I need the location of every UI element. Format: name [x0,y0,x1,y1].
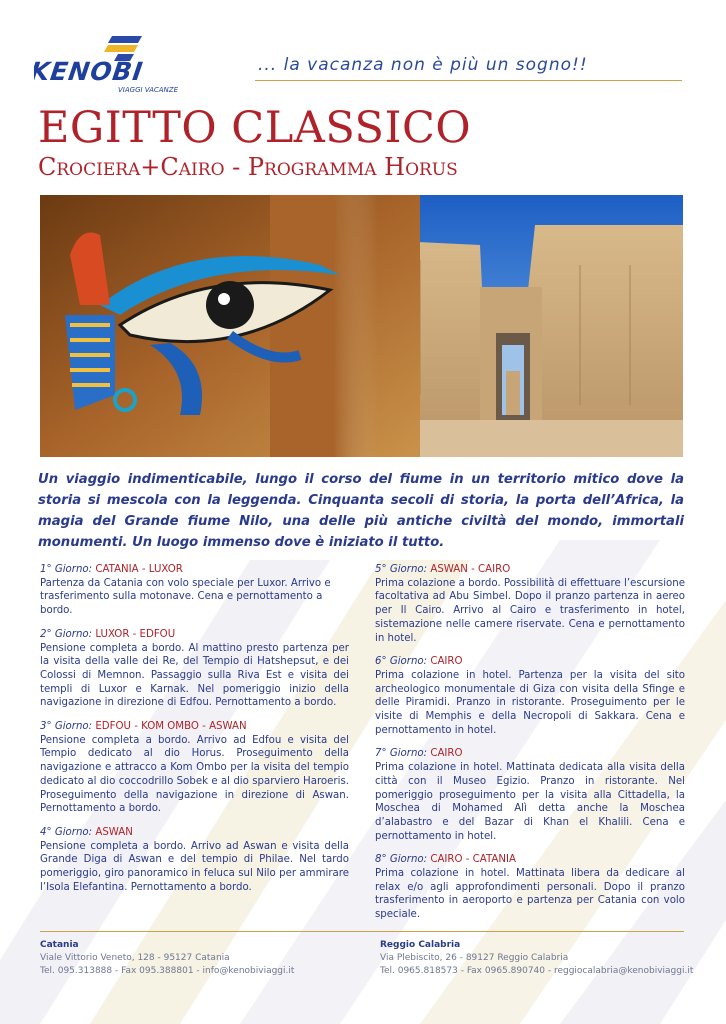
office-city: Catania [40,940,79,950]
day-title: CATANIA - LUXOR [95,564,183,575]
day-title: CAIRO [430,656,463,668]
day-number: 5° Giorno: [375,564,428,575]
day-number: 1° Giorno: [40,564,93,575]
day-description: Prima colazione in hotel. Mattinata libera da dedicare al relax e/o agli approfondimenti personali. Dopo il pranzo trasferimento in aeroporto e partenza per Catania con volo speciale. [375,868,685,921]
itinerary-day [375,853,685,922]
day-heading [375,655,685,669]
day-title: CAIRO [430,748,463,760]
office-reggio-calabria [380,939,693,978]
day-description: Prima colazione in hotel. Partenza per la visita del sito archeologico monumentale di Giza con visita della Sfinge e delle Piramidi. Pranzo in ristorante. Proseguimento per le visite di Memphis e della Necropoli di Sakkara. Cena e pernottamento in hotel. [375,669,685,736]
office-contact: Tel. 0965.818573 - Fax 0965.890740 - reggiocalabria@kenobiviaggi.it [380,966,694,976]
kenobi-logo [34,30,194,96]
day-description: Prima colazione a bordo. Possibilità di effettuare l’escursione facoltativa ad Abu Simbel. Dopo il pranzo partenza in aereo per Il Cairo. Arrivo al Cairo e trasferimento in hotel, sistemazione nelle camere riservate. Cena e pernottamento in hotel. [375,577,685,644]
logo-subtitle: VIAGGI VACANZE [118,86,179,94]
itinerary-day [375,655,685,737]
day-number: 8° Giorno: [375,854,428,866]
day-number: 6° Giorno: [375,656,428,668]
day-title: ASWAN - CAIRO [430,564,511,575]
day-number: 4° Giorno: [40,826,93,838]
day-description: Pensione completa a bordo. Al mattino presto partenza per la visita della valle dei Re, del Tempio di Hatshepsut, e dei Colossi di Memnon. Passaggio sulla Riva Est e visita dei templi di Luxor e Karnak. Nel pomeriggio inizio della navigazione in direzione di Edfou. Pernottamento a bordo. [40,642,349,709]
day-heading [375,563,685,577]
day-title: ASWAN [95,826,133,838]
day-description: Prima colazione in hotel. Mattinata dedicata alla visita della città con il Museo Egizio. Pranzo in ristorante. Nel pomeriggio proseguimento per la visita alla Cittadella, la Moschea di Mohamed Alì detta anche la Moschea d’alabastro e del Bazar di Khan el Khalili. Cena e pernottamento in hotel. [375,762,685,842]
hero-image [40,195,683,457]
day-title: EDFOU - KOM OMBO - ASWAN [95,721,247,733]
office-contact: Tel. 095.313888 - Fax 095.388801 - info@kenobiviaggi.it [40,966,295,976]
day-heading [40,826,349,840]
day-description: Pensione completa a bordo. Arrivo ad Aswan e visita della Grande Diga di Aswan e del tempio di Philae. Nel tardo pomeriggio, giro panoramico in feluca sul Nilo per ammirare l’Isola Elefantina. Pernottamento a bordo. [40,840,349,893]
day-heading [375,853,685,867]
day-heading [375,747,685,761]
itinerary-day [40,720,349,816]
day-number: 7° Giorno: [375,748,428,760]
itinerary-day [40,826,349,895]
day-number: 3° Giorno: [40,721,93,733]
footer-divider [40,931,684,932]
day-heading [40,628,349,642]
itinerary-day [40,628,349,710]
day-heading [40,720,349,734]
office-city: Reggio Calabria [380,940,461,950]
itinerary-day [375,747,685,843]
itinerary-column-left [40,563,349,904]
day-description: Partenza da Catania con volo speciale per Luxor. Arrivo e trasferimento sulla motonave. Cena e pernottamento a bordo. [40,577,331,617]
day-heading [40,563,349,577]
tagline: ... la vacanza non è più un sogno!! [258,55,588,75]
office-address: Viale Vittorio Veneto, 128 - 95127 Catania [40,953,230,963]
day-title: CAIRO - CATANIA [430,854,516,866]
itinerary-day [375,563,685,645]
intro-paragraph: Un viaggio indimenticabile, lungo il corso del fiume in un territorio mitico dove la storia si mescola con la leggenda. Cinquanta secoli di storia, la porta dell’Africa, la magia del Grande fiume Nilo, una delle più antiche civiltà del mondo, immortali monumenti. Un luogo immenso dove è iniziato il tutto. [38,472,684,550]
page-subtitle: Crociera+Cairo - Programma Horus [38,153,458,181]
day-number: 2° Giorno: [40,628,93,640]
itinerary-day [40,563,349,618]
header-divider [255,80,682,81]
day-title: LUXOR - EDFOU [95,628,176,640]
page-title: EGITTO CLASSICO [38,103,472,153]
day-description: Pensione completa a bordo. Arrivo ad Edfou e visita del Tempio dedicato al dio Horus. Proseguimento della navigazione e attracco a Kom Ombo per la visita del tempio dedicato al dio coccodrillo Sobek e al dio sparviero Haroeris. Proseguimento della navigazione in direzione di Aswan. Pernottamento a bordo. [40,734,349,815]
logo-wordmark: KENOBI [34,57,146,86]
itinerary-column-right [375,563,685,932]
office-address: Via Plebiscito, 26 - 89127 Reggio Calabria [380,953,569,963]
office-catania [40,939,294,978]
